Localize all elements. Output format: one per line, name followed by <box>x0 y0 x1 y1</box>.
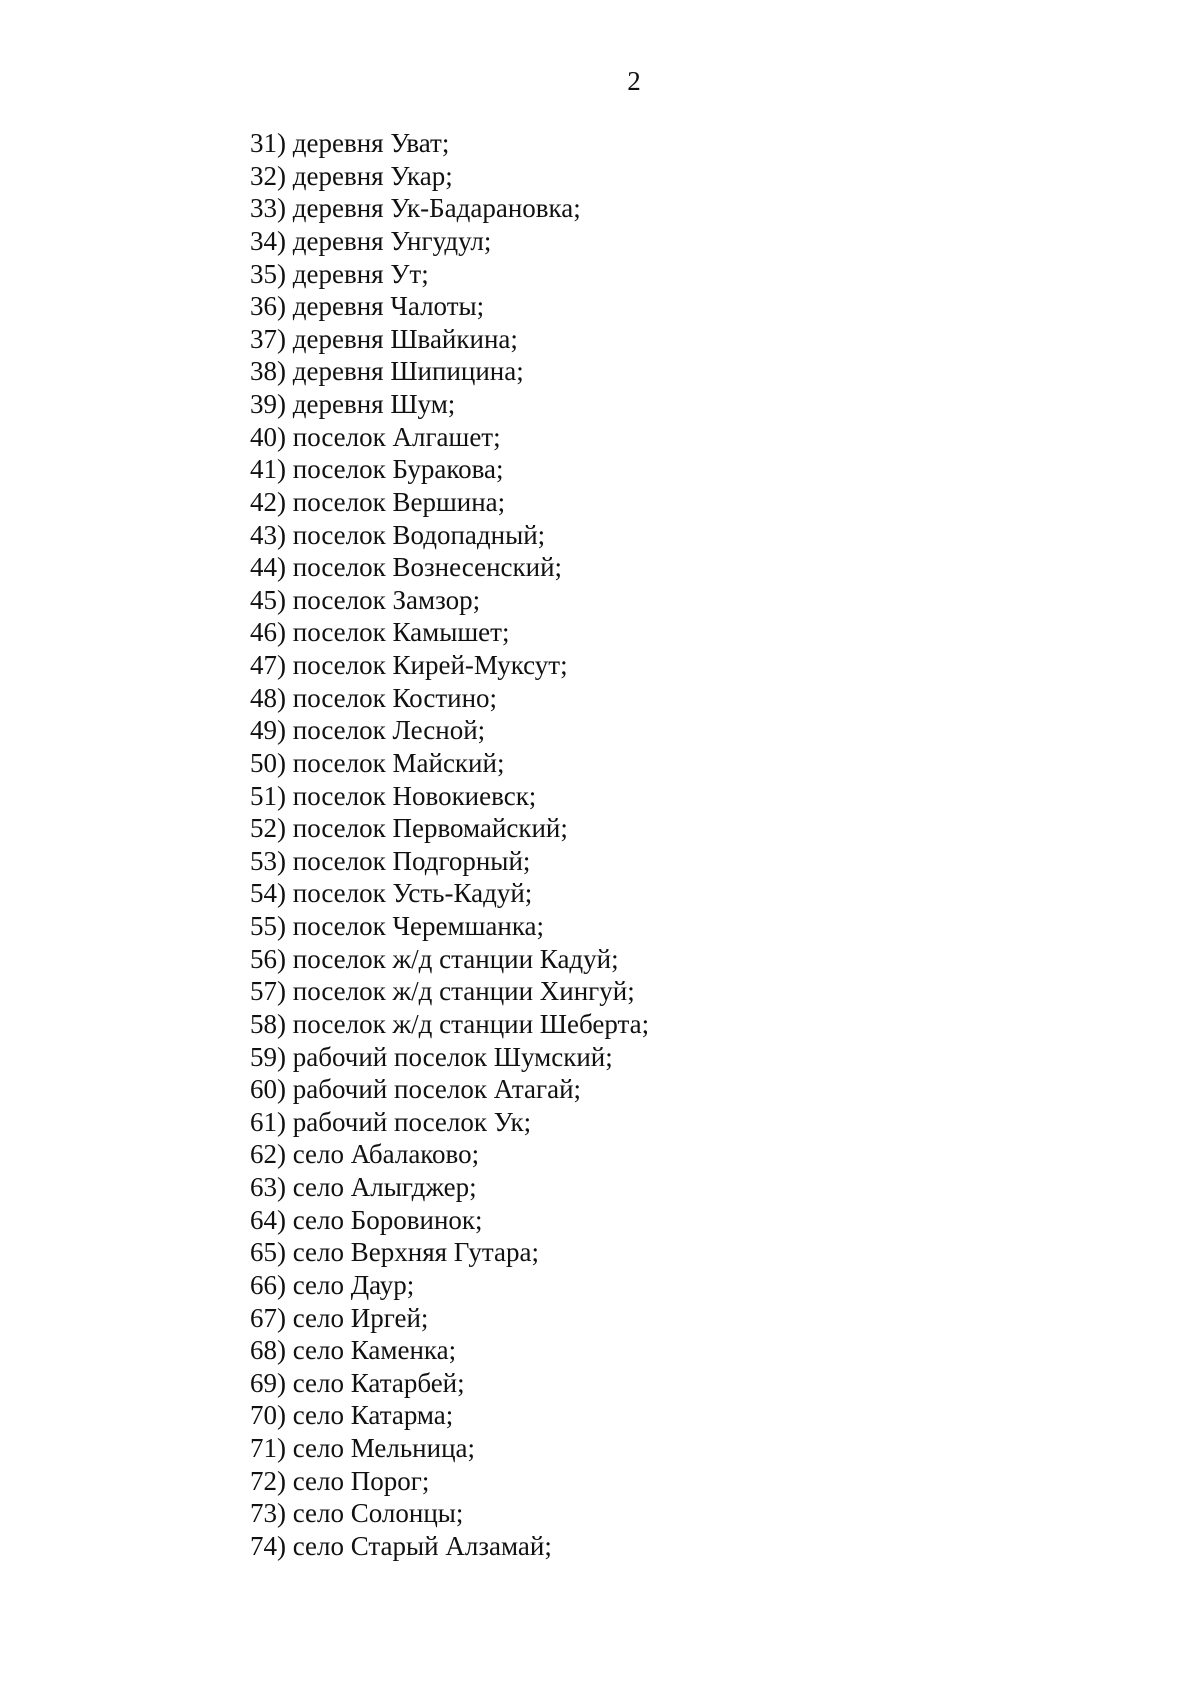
list-item: 42) поселок Вершина; <box>250 486 506 517</box>
list-item: 59) рабочий поселок Шумский; <box>250 1041 613 1072</box>
list-item: 33) деревня Ук-Бадарановка; <box>250 193 581 224</box>
list-item: 52) поселок Первомайский; <box>250 813 568 844</box>
list-item: 32) деревня Укар; <box>250 160 453 191</box>
list-item: 66) село Даур; <box>250 1269 415 1300</box>
list-item: 73) село Солонцы; <box>250 1498 464 1529</box>
list-item: 61) рабочий поселок Ук; <box>250 1106 532 1137</box>
list-item: 72) село Порог; <box>250 1465 430 1496</box>
list-item: 55) поселок Черемшанка; <box>250 911 545 941</box>
list-item: 36) деревня Чалоты; <box>250 291 485 322</box>
list-item: 44) поселок Вознесенский; <box>250 552 563 583</box>
list-item: 71) село Мельница; <box>250 1433 476 1463</box>
list-item: 39) деревня Шум; <box>250 389 456 419</box>
list-item: 54) поселок Усть-Кадуй; <box>250 878 533 909</box>
page-number: 2 <box>627 66 641 96</box>
list-item: 35) деревня Ут; <box>250 258 429 289</box>
list-item: 47) поселок Кирей-Муксут; <box>250 650 568 680</box>
list-item: 67) село Иргей; <box>250 1302 429 1333</box>
list-item: 60) рабочий поселок Атагай; <box>250 1074 582 1105</box>
settlements-list <box>250 127 649 1563</box>
list-item: 45) поселок Замзор; <box>250 584 481 615</box>
list-item: 51) поселок Новокиевск; <box>250 780 537 811</box>
list-item: 41) поселок Буракова; <box>250 454 504 485</box>
list-item: 48) поселок Костино; <box>250 682 498 713</box>
list-item: 43) поселок Водопадный; <box>250 519 546 550</box>
list-item: 53) поселок Подгорный; <box>250 845 531 876</box>
list-item: 62) село Абалаково; <box>250 1139 480 1170</box>
list-item: 49) поселок Лесной; <box>250 715 486 746</box>
list-item: 57) поселок ж/д станции Хингуй; <box>250 976 635 1007</box>
list-item: 68) село Каменка; <box>250 1335 457 1366</box>
list-item: 40) поселок Алгашет; <box>250 421 501 452</box>
list-item: 31) деревня Уват; <box>250 128 450 158</box>
list-item: 56) поселок ж/д станции Кадуй; <box>250 943 619 974</box>
list-item: 37) деревня Швайкина; <box>250 323 518 354</box>
list-item: 58) поселок ж/д станции Шеберта; <box>250 1008 650 1039</box>
list-item: 64) село Боровинок; <box>250 1204 483 1235</box>
list-item: 69) село Катарбей; <box>250 1367 465 1398</box>
list-item: 63) село Алыгджер; <box>250 1172 477 1202</box>
list-item: 34) деревня Унгудул; <box>250 225 492 256</box>
list-item: 38) деревня Шипицина; <box>250 356 524 387</box>
list-item: 65) село Верхняя Гутара; <box>250 1237 539 1268</box>
list-item: 50) поселок Майский; <box>250 747 505 778</box>
list-item: 74) село Старый Алзамай; <box>250 1530 552 1561</box>
list-item: 70) село Катарма; <box>250 1400 454 1431</box>
list-item: 46) поселок Камышет; <box>250 617 510 648</box>
